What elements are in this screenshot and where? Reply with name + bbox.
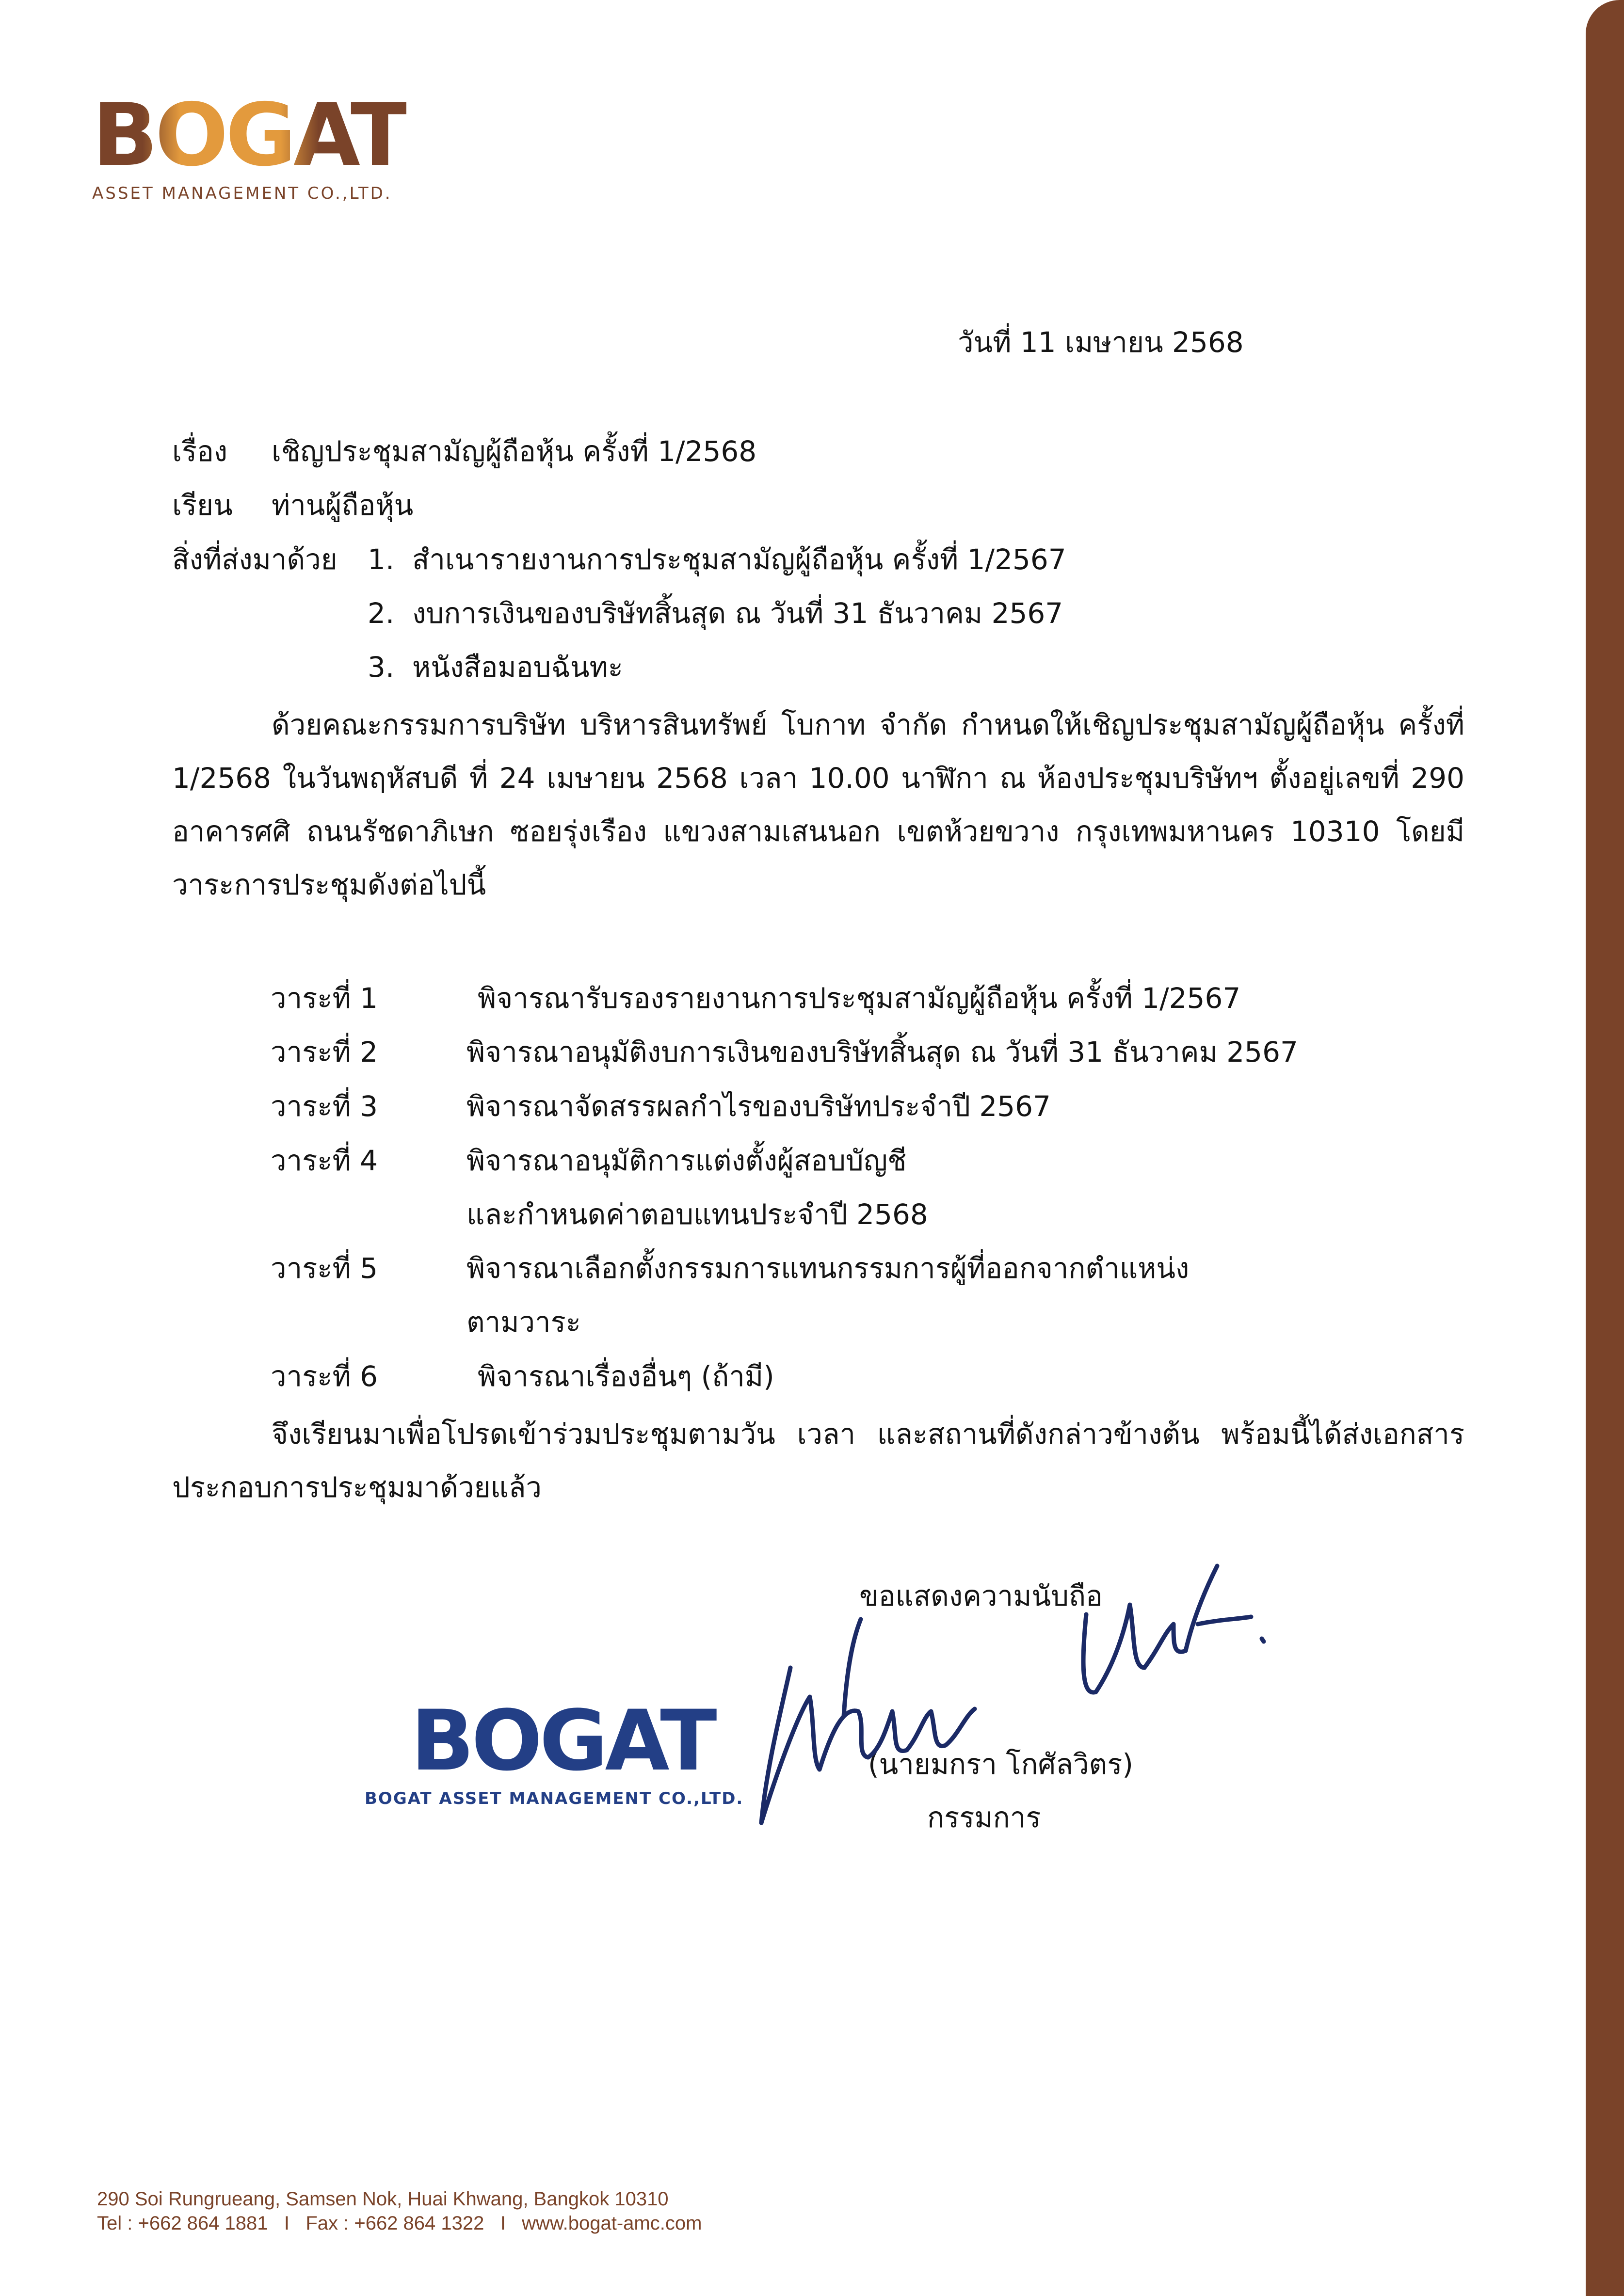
enclosure-item: งบการเงินของบริษัทสิ้นสุด ณ วันที่ 31 ธันวาคม 2567	[412, 597, 1063, 630]
side-decor-bar	[1586, 0, 1624, 2296]
footer-address: 290 Soi Rungrueang, Samsen Nok, Huai Khwang, Bangkok 10310	[97, 2188, 669, 2210]
agenda-label: วาระที่ 2	[271, 1036, 378, 1068]
enclosure-item: หนังสือมอบฉันทะ	[412, 651, 623, 684]
enclosure-number: 1.	[368, 543, 395, 576]
enclosure-number: 2.	[368, 597, 395, 630]
logo-subtitle: ASSET MANAGEMENT CO.,LTD.	[92, 184, 392, 203]
agenda-label: วาระที่ 1	[271, 982, 378, 1015]
stamp-wordmark: BOGAT	[411, 1692, 714, 1789]
to-text: ท่านผู้ถือหุ้น	[272, 489, 414, 522]
company-stamp	[365, 1692, 744, 1808]
agenda-label: วาระที่ 4	[271, 1144, 378, 1177]
logo-wordmark: BOGAT	[92, 85, 407, 185]
agenda-text-continued: ตามวาระ	[466, 1306, 581, 1339]
letter-date: วันที่ 11 เมษายน 2568	[958, 326, 1244, 359]
footer-contact: Tel : +662 864 1881 I Fax : +662 864 1322 I www.bogat-amc.com	[97, 2213, 702, 2234]
to-label: เรียน	[172, 489, 233, 522]
signer-title: กรรมการ	[927, 1801, 1041, 1834]
agenda-text: พิจารณาจัดสรรผลกำไรของบริษัทประจำปี 2567	[466, 1090, 1051, 1123]
subject-label: เรื่อง	[172, 435, 228, 468]
letterhead-logo	[92, 85, 407, 203]
agenda-label: วาระที่ 3	[271, 1090, 378, 1123]
agenda-text-continued: และกำหนดค่าตอบแทนประจำปี 2568	[466, 1198, 928, 1231]
signer-name: (นายมกรา โกศัลวิตร)	[868, 1748, 1133, 1781]
agenda-text: พิจารณาอนุมัติการแต่งตั้งผู้สอบบัญชี	[466, 1144, 907, 1177]
agenda-label: วาระที่ 6	[271, 1360, 378, 1393]
agenda-text: พิจารณาเรื่องอื่นๆ (ถ้ามี)	[478, 1360, 774, 1393]
agenda-text: พิจารณาเลือกตั้งกรรมการแทนกรรมการผู้ที่ออกจากตำแหน่ง	[466, 1252, 1190, 1285]
signature-graphic	[747, 1551, 1290, 1833]
enclosure-number: 3.	[368, 651, 395, 684]
agenda-text: พิจารณาอนุมัติงบการเงินของบริษัทสิ้นสุด ณ วันที่ 31 ธันวาคม 2567	[466, 1036, 1298, 1068]
body-paragraph: ด้วยคณะกรรมการบริษัท บริหารสินทรัพย์ โบกาท จำกัด กำหนดให้เชิญประชุมสามัญผู้ถือหุ้น ครั้งที่ 1/2568 ในวันพฤหัสบดี ที่ 24 เมษายน 2568 เวลา 10.00 นาฬิกา ณ ห้องประชุมบริษัทฯ ตั้งอยู่เลขที่ 290 อาคารศศิ ถนนรัชดาภิเษก ซอยรุ่งเรือง แขวงสามเสนนอก เขตห้วยขวาง กรุงเทพมหานคร 10310 โดยมีวาระการประชุมดังต่อไปนี้	[172, 708, 1464, 901]
regards-text: ขอแสดงความนับถือ	[859, 1579, 1103, 1612]
enclosure-item: สำเนารายงานการประชุมสามัญผู้ถือหุ้น ครั้งที่ 1/2567	[412, 543, 1066, 576]
enclosure-label: สิ่งที่ส่งมาด้วย	[172, 543, 338, 576]
subject-text: เชิญประชุมสามัญผู้ถือหุ้น ครั้งที่ 1/2568	[272, 435, 757, 468]
agenda-label: วาระที่ 5	[271, 1252, 378, 1285]
closing-paragraph: จึงเรียนมาเพื่อโปรดเข้าร่วมประชุมตามวัน เวลา และสถานที่ดังกล่าวข้างต้น พร้อมนี้ได้ส่งเอกสารประกอบการประชุมมาด้วยแล้ว	[172, 1418, 1464, 1504]
agenda-text: พิจารณารับรองรายงานการประชุมสามัญผู้ถือหุ้น ครั้งที่ 1/2567	[478, 982, 1241, 1015]
stamp-subtitle: BOGAT ASSET MANAGEMENT CO.,LTD.	[365, 1789, 744, 1808]
